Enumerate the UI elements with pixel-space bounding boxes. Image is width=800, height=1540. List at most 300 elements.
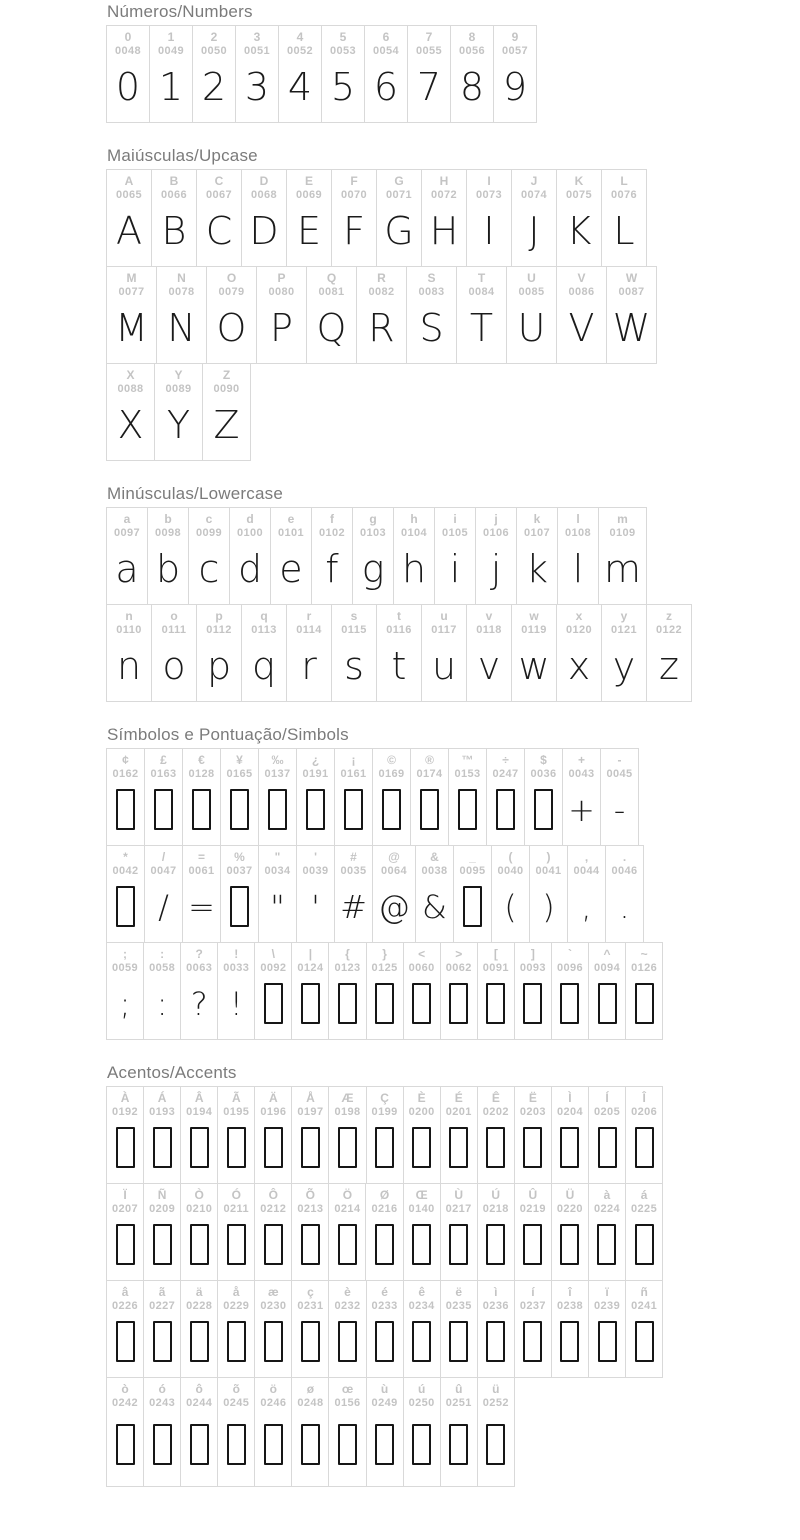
char-cell xyxy=(588,942,626,1040)
char-code: 0236 xyxy=(482,1300,509,1312)
char-cell xyxy=(421,604,467,702)
char-label: V xyxy=(577,271,586,285)
char-code: 0193 xyxy=(149,1106,176,1118)
char-code: 0197 xyxy=(297,1106,324,1118)
char-label: q xyxy=(260,609,268,623)
char-code: 0251 xyxy=(445,1397,472,1409)
char-cell xyxy=(352,507,394,605)
char-code: 0191 xyxy=(302,768,329,780)
missing-glyph-box xyxy=(534,789,553,830)
glyph-area xyxy=(412,1313,431,1372)
char-label: Ó xyxy=(231,1188,241,1202)
char-code: 0122 xyxy=(655,624,683,636)
char-code: 0238 xyxy=(556,1300,584,1312)
char-label: Ñ xyxy=(157,1188,167,1202)
charmap-table xyxy=(106,507,800,701)
char-code: 0195 xyxy=(223,1106,250,1118)
glyph-area xyxy=(264,1410,283,1481)
char-code: 0237 xyxy=(519,1300,546,1312)
char-code: 0073 xyxy=(475,189,503,201)
char-cell xyxy=(235,25,279,123)
char-code: 0246 xyxy=(260,1397,287,1409)
missing-glyph-box xyxy=(597,1224,616,1265)
charmap-row xyxy=(106,1280,800,1377)
missing-glyph-box xyxy=(301,1424,320,1465)
char-label: ® xyxy=(425,753,434,767)
glyph-area xyxy=(635,1119,654,1178)
missing-glyph-box xyxy=(449,1321,468,1362)
missing-glyph-box xyxy=(449,983,468,1024)
char-label: 1 xyxy=(167,30,175,44)
glyph-area xyxy=(338,1313,357,1372)
char-label: ~ xyxy=(640,947,648,961)
glyph-area xyxy=(153,1119,172,1178)
glyph: N xyxy=(167,305,196,350)
char-cell xyxy=(365,1183,403,1281)
char-code: 0107 xyxy=(523,527,551,539)
char-label: n xyxy=(125,609,133,623)
charmap-row xyxy=(106,1086,800,1183)
missing-glyph-box xyxy=(412,1224,431,1265)
glyph-area xyxy=(153,1313,172,1372)
missing-glyph-box xyxy=(301,1321,320,1362)
glyph: ; xyxy=(119,984,131,1023)
char-cell xyxy=(151,169,197,267)
glyph: 6 xyxy=(373,64,399,109)
char-code: 0169 xyxy=(378,768,405,780)
missing-glyph-box xyxy=(449,1127,468,1168)
glyph: 5 xyxy=(330,64,356,109)
section-symbols xyxy=(106,725,800,1039)
char-cell xyxy=(407,25,451,123)
char-label: ò xyxy=(121,1382,129,1396)
char-code: 0231 xyxy=(297,1300,324,1312)
char-label: Æ xyxy=(341,1091,354,1105)
glyph: / xyxy=(158,887,169,926)
char-cell xyxy=(106,942,144,1040)
glyph-area xyxy=(264,1216,283,1275)
char-cell xyxy=(196,169,242,267)
char-label: R xyxy=(377,271,386,285)
missing-glyph-box xyxy=(190,1127,209,1168)
missing-glyph-box xyxy=(598,983,617,1024)
char-cell xyxy=(202,363,251,461)
missing-glyph-box xyxy=(154,789,173,830)
glyph-area xyxy=(486,975,505,1034)
char-code: 0067 xyxy=(205,189,233,201)
missing-glyph-box xyxy=(190,1424,209,1465)
glyph-area xyxy=(301,1119,320,1178)
char-label: y xyxy=(620,609,628,623)
char-label: Ü xyxy=(565,1188,575,1202)
section-uppercase xyxy=(106,146,800,460)
char-cell xyxy=(440,1377,478,1487)
glyph: V xyxy=(568,305,595,350)
char-cell xyxy=(403,1280,441,1378)
glyph: @ xyxy=(378,887,410,926)
missing-glyph-box xyxy=(449,1424,468,1465)
char-cell xyxy=(180,1280,218,1378)
char-code: 0064 xyxy=(380,865,408,877)
char-cell xyxy=(477,1086,515,1184)
char-label: i xyxy=(453,512,457,526)
missing-glyph-box xyxy=(486,983,505,1024)
char-cell xyxy=(291,1183,329,1281)
char-cell xyxy=(646,604,692,702)
char-label: Î xyxy=(642,1091,646,1105)
char-label: H xyxy=(439,174,449,188)
glyph-area xyxy=(412,975,431,1034)
char-label: œ xyxy=(341,1382,354,1396)
char-cell xyxy=(143,1183,181,1281)
char-code: 0209 xyxy=(149,1203,176,1215)
char-cell xyxy=(393,507,435,605)
glyph: Y xyxy=(166,402,191,447)
glyph-area xyxy=(449,1410,468,1481)
char-cell xyxy=(143,1086,181,1184)
char-code: 0123 xyxy=(334,962,361,974)
char-label: © xyxy=(387,753,396,767)
glyph: E xyxy=(296,208,321,253)
char-code: 0037 xyxy=(226,865,253,877)
char-cell xyxy=(241,604,287,702)
char-code: 0241 xyxy=(631,1300,658,1312)
glyph-area xyxy=(375,1119,394,1178)
char-code: 0165 xyxy=(226,768,253,780)
glyph: m xyxy=(604,546,642,591)
char-label: ` xyxy=(567,947,572,961)
char-label: f xyxy=(330,512,334,526)
missing-glyph-box xyxy=(116,789,135,830)
glyph-area xyxy=(375,1313,394,1372)
char-label: D xyxy=(259,174,269,188)
char-code: 0116 xyxy=(386,624,412,636)
char-cell xyxy=(291,942,329,1040)
char-label: r xyxy=(306,609,312,623)
char-cell xyxy=(154,363,203,461)
char-label: ê xyxy=(418,1285,425,1299)
char-cell xyxy=(448,748,487,846)
char-label: É xyxy=(454,1091,463,1105)
glyph-area xyxy=(190,1313,209,1372)
char-label: Y xyxy=(174,368,183,382)
glyph: h xyxy=(401,546,427,591)
char-cell xyxy=(321,25,365,123)
char-cell xyxy=(506,266,557,364)
char-code: 0068 xyxy=(250,189,278,201)
missing-glyph-box xyxy=(227,1127,246,1168)
char-cell xyxy=(598,507,647,605)
char-code: 0211 xyxy=(223,1203,249,1215)
char-code: 0219 xyxy=(519,1203,546,1215)
char-cell xyxy=(456,266,507,364)
char-code: 0035 xyxy=(340,865,367,877)
char-code: 0239 xyxy=(594,1300,621,1312)
missing-glyph-box xyxy=(486,1224,505,1265)
char-code: 0071 xyxy=(385,189,413,201)
char-code: 0202 xyxy=(482,1106,509,1118)
char-cell xyxy=(588,1280,626,1378)
glyph: w xyxy=(518,643,550,688)
glyph-area xyxy=(449,1313,468,1372)
missing-glyph-box xyxy=(116,1224,135,1265)
char-cell xyxy=(180,1086,218,1184)
glyph: : xyxy=(156,984,168,1023)
char-cell xyxy=(256,266,307,364)
char-code: 0042 xyxy=(112,865,139,877)
missing-glyph-box xyxy=(486,1424,505,1465)
char-label: à xyxy=(603,1188,611,1202)
glyph-area xyxy=(420,781,439,840)
char-cell xyxy=(220,748,259,846)
missing-glyph-box xyxy=(635,1127,654,1168)
char-label: Q xyxy=(326,271,337,285)
missing-glyph-box xyxy=(116,1127,135,1168)
char-code: 0101 xyxy=(277,527,305,539)
missing-glyph-box xyxy=(523,1224,542,1265)
glyph-area xyxy=(301,975,320,1034)
char-label: W xyxy=(625,271,638,285)
section-title: Símbolos e Pontuação/Simbols xyxy=(107,725,349,744)
char-cell xyxy=(403,1086,441,1184)
glyph-area xyxy=(635,975,654,1034)
char-code: 0200 xyxy=(408,1106,435,1118)
glyph-area xyxy=(523,1119,542,1178)
glyph-area xyxy=(192,781,211,840)
char-label: â xyxy=(121,1285,129,1299)
char-cell xyxy=(291,1086,329,1184)
glyph-area xyxy=(523,1216,542,1275)
char-code: 0086 xyxy=(568,286,595,298)
char-label: O xyxy=(226,271,237,285)
glyph: ) xyxy=(542,887,555,926)
glyph-area xyxy=(301,1313,320,1372)
char-cell xyxy=(477,1280,515,1378)
missing-glyph-box xyxy=(301,1127,320,1168)
char-label: ; xyxy=(123,947,128,961)
char-label: l xyxy=(576,512,580,526)
missing-glyph-box xyxy=(268,789,287,830)
char-label: & xyxy=(430,850,439,864)
char-label: J xyxy=(530,174,538,188)
char-code: 0156 xyxy=(334,1397,361,1409)
char-label: ö xyxy=(269,1382,278,1396)
char-label: ¿ xyxy=(311,753,320,767)
missing-glyph-box xyxy=(598,1321,617,1362)
char-code: 0252 xyxy=(482,1397,509,1409)
section-numbers xyxy=(106,2,800,122)
char-code: 0217 xyxy=(445,1203,472,1215)
glyph-area xyxy=(230,781,249,840)
char-code: 0079 xyxy=(218,286,245,298)
char-label: X xyxy=(126,368,135,382)
char-label: / xyxy=(161,850,166,864)
char-code: 0099 xyxy=(195,527,223,539)
char-code: 0125 xyxy=(371,962,398,974)
missing-glyph-box xyxy=(227,1321,246,1362)
glyph: S xyxy=(419,305,444,350)
charmap-table xyxy=(106,748,800,1039)
char-code: 0097 xyxy=(113,527,141,539)
char-cell xyxy=(514,1183,552,1281)
glyph: g xyxy=(361,546,385,591)
char-label: 0 xyxy=(124,30,132,44)
char-cell xyxy=(196,604,242,702)
char-cell xyxy=(376,604,422,702)
glyph-area xyxy=(116,1410,135,1481)
charmap-row xyxy=(106,169,800,266)
char-label: > xyxy=(455,947,463,961)
char-cell xyxy=(151,604,197,702)
glyph: c xyxy=(198,546,220,591)
char-code: 0051 xyxy=(243,45,271,57)
glyph-area xyxy=(264,975,283,1034)
glyph: P xyxy=(270,305,293,350)
char-label: , xyxy=(584,850,589,864)
char-code: 0115 xyxy=(341,624,367,636)
glyph: H xyxy=(429,208,459,253)
char-label: ( xyxy=(508,850,513,864)
char-code: 0076 xyxy=(610,189,638,201)
missing-glyph-box xyxy=(344,789,363,830)
char-label: Ù xyxy=(454,1188,463,1202)
char-label: ü xyxy=(492,1382,500,1396)
missing-glyph-box xyxy=(560,1224,579,1265)
char-code: 0108 xyxy=(564,527,592,539)
char-code: 0126 xyxy=(631,962,658,974)
char-code: 0232 xyxy=(334,1300,361,1312)
char-cell xyxy=(149,25,193,123)
char-cell xyxy=(331,604,377,702)
glyph: . xyxy=(619,887,630,926)
char-label: 3 xyxy=(253,30,261,44)
char-cell xyxy=(434,507,476,605)
glyph: Q xyxy=(316,305,347,350)
glyph-area xyxy=(116,1216,135,1275)
char-cell xyxy=(106,25,150,123)
char-cell xyxy=(334,845,373,943)
char-cell xyxy=(588,1086,626,1184)
char-label: ë xyxy=(455,1285,463,1299)
glyph: 3 xyxy=(244,64,270,109)
char-cell xyxy=(600,748,639,846)
glyph-area xyxy=(116,878,135,937)
char-cell xyxy=(143,942,181,1040)
section-title: Números/Numbers xyxy=(107,2,253,21)
char-code: 0119 xyxy=(521,624,547,636)
glyph: q xyxy=(251,643,277,688)
char-label: Ò xyxy=(194,1188,204,1202)
char-cell xyxy=(567,845,606,943)
char-label: 5 xyxy=(339,30,347,44)
charmap-table xyxy=(106,1086,800,1486)
charmap-row xyxy=(106,363,800,460)
char-cell xyxy=(588,1183,626,1281)
glyph: ( xyxy=(504,887,517,926)
char-code: 0066 xyxy=(160,189,188,201)
char-code: 0075 xyxy=(565,189,593,201)
missing-glyph-box xyxy=(560,1321,579,1362)
char-label: G xyxy=(394,174,404,188)
glyph: a xyxy=(115,546,139,591)
missing-glyph-box xyxy=(523,1127,542,1168)
char-label: * xyxy=(123,850,128,864)
char-code: 0090 xyxy=(213,383,240,395)
char-code: 0205 xyxy=(594,1106,621,1118)
char-label: h xyxy=(410,512,418,526)
missing-glyph-box xyxy=(523,1321,542,1362)
char-cell xyxy=(106,169,152,267)
char-cell xyxy=(106,1377,144,1487)
char-code: 0033 xyxy=(223,962,250,974)
glyph-area xyxy=(190,1119,209,1178)
char-cell xyxy=(296,845,335,943)
char-code: 0244 xyxy=(186,1397,213,1409)
char-label: í xyxy=(531,1285,535,1299)
char-cell xyxy=(328,1377,366,1487)
char-code: 0077 xyxy=(118,286,145,298)
char-label: t xyxy=(397,609,401,623)
char-cell xyxy=(551,1183,589,1281)
char-cell xyxy=(254,1183,292,1281)
char-code: 0128 xyxy=(188,768,215,780)
char-cell xyxy=(217,1086,255,1184)
char-cell xyxy=(372,748,411,846)
char-code: 0230 xyxy=(260,1300,287,1312)
missing-glyph-box xyxy=(375,1424,394,1465)
char-cell xyxy=(229,507,271,605)
char-cell xyxy=(366,1280,404,1378)
char-cell xyxy=(366,942,404,1040)
char-code: 0085 xyxy=(518,286,545,298)
char-label: é xyxy=(381,1285,388,1299)
char-label: ) xyxy=(546,850,551,864)
char-label: z xyxy=(666,609,672,623)
char-code: 0049 xyxy=(157,45,185,57)
glyph: I xyxy=(483,208,495,253)
missing-glyph-box xyxy=(264,983,283,1024)
char-code: 0235 xyxy=(445,1300,472,1312)
glyph-area xyxy=(496,781,515,840)
char-cell xyxy=(477,942,515,1040)
char-label: ø xyxy=(306,1382,315,1396)
glyph: B xyxy=(161,208,187,253)
char-cell xyxy=(364,25,408,123)
char-code: 0088 xyxy=(117,383,144,395)
char-cell xyxy=(180,1183,218,1281)
glyph-area xyxy=(227,1313,246,1372)
char-cell xyxy=(278,25,322,123)
char-code: 0094 xyxy=(594,962,621,974)
glyph-area xyxy=(635,1216,654,1275)
char-label: + xyxy=(577,753,585,767)
charmap-row xyxy=(106,266,800,363)
char-cell xyxy=(220,845,259,943)
glyph-area xyxy=(449,975,468,1034)
char-code: 0153 xyxy=(454,768,481,780)
char-code: 0039 xyxy=(302,865,329,877)
glyph: " xyxy=(270,887,285,926)
char-cell xyxy=(366,1377,404,1487)
char-cell xyxy=(217,1377,255,1487)
char-label: b xyxy=(164,512,172,526)
glyph: + xyxy=(568,790,595,829)
glyph: 4 xyxy=(287,64,313,109)
char-label: ó xyxy=(158,1382,166,1396)
missing-glyph-box xyxy=(635,1224,654,1265)
glyph: & xyxy=(422,887,447,926)
missing-glyph-box xyxy=(153,1127,172,1168)
